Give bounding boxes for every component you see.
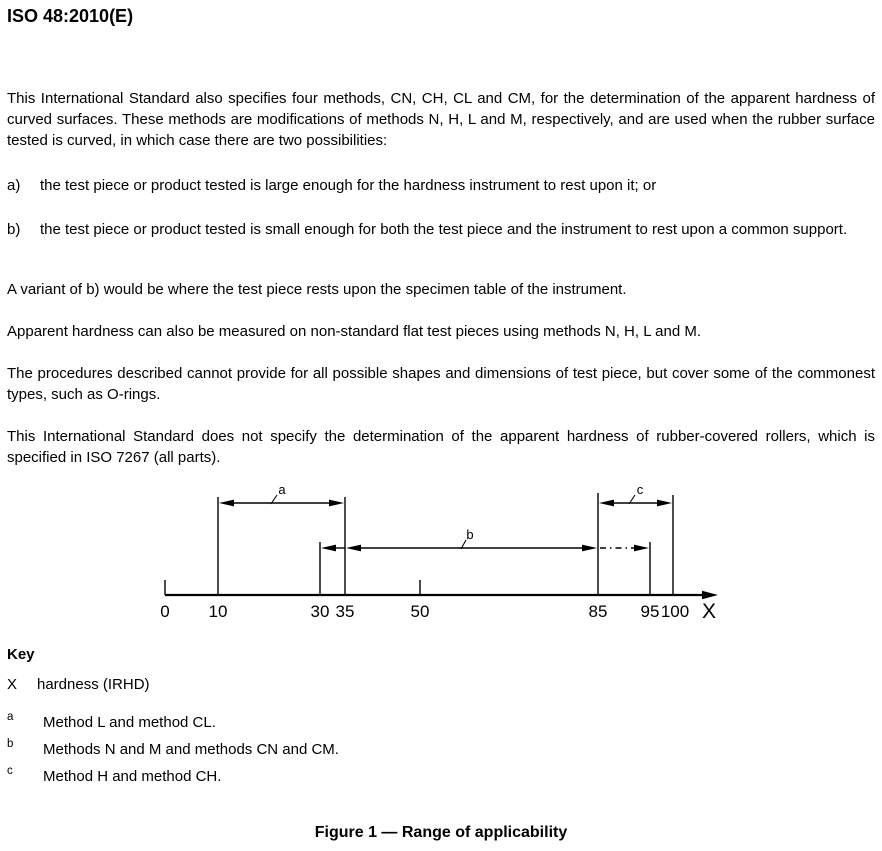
range-b-right-arrowhead-icon: [582, 545, 597, 552]
range-a-left-arrowhead-icon: [219, 500, 234, 507]
paragraph-intro: This International Standard also specifies four methods, CN, CH, CL and CM, for the determination of the apparent hardness of curved surfaces. These methods are modifications of methods N, H, L and M, respectively, and are used when the rubber surface tested is curved, in which case there are two possibilities:: [7, 90, 875, 149]
tick-label-100: 100: [660, 602, 690, 621]
list-item-b: [7, 219, 875, 240]
figure-caption: Figure 1 — Range of applicability: [314, 824, 568, 841]
footnote-b-text: Methods N and M and methods CN and CM.: [43, 741, 339, 758]
list-text-b: the test piece or product tested is small enough for both the test piece and the instrument to rest upon a common support.: [40, 221, 848, 238]
range-c-arrow: [599, 482, 672, 506]
footnote-a-text: Method L and method CL.: [43, 714, 216, 731]
key-axis-definition: [7, 674, 875, 695]
range-b-short-arrowhead-icon: [321, 545, 336, 552]
x-axis: [165, 591, 718, 599]
tick-label-10: 10: [208, 602, 228, 621]
range-c-label: c: [636, 482, 644, 497]
page-header: ISO 48:2010(E): [7, 6, 134, 26]
range-diagram: [0, 480, 882, 630]
footnote-b-marker: b: [7, 738, 14, 750]
range-c-left-arrowhead-icon: [599, 500, 614, 507]
range-b-extension-arrowhead-icon: [634, 545, 649, 552]
tick-label-85: 85: [588, 602, 608, 621]
list-item-a: [7, 175, 875, 196]
paragraph-apparent-hardness: Apparent hardness can also be measured on non-standard flat test pieces using methods N, H, L and M.: [7, 323, 702, 340]
range-b-arrow: [321, 527, 649, 551]
range-b-left-arrowhead-icon: [346, 545, 361, 552]
range-b-label: b: [466, 527, 474, 542]
tick-label-50: 50: [410, 602, 430, 621]
footnote-b: [7, 739, 875, 760]
tick-label-0: 0: [160, 602, 170, 621]
list-marker-a: a): [7, 177, 21, 194]
footnote-c-marker: c: [7, 765, 13, 777]
range-c-right-arrowhead-icon: [657, 500, 672, 507]
key-axis-symbol: X: [7, 676, 18, 693]
range-a-label: a: [278, 482, 286, 497]
tick-label-35: 35: [335, 602, 355, 621]
axis-arrowhead-icon: [702, 591, 718, 599]
paragraph-procedures: The procedures described cannot provide for all possible shapes and dimensions of test piece, but cover some of the commonest types, such as O-rings.: [7, 365, 875, 403]
range-a-arrow: [219, 482, 344, 506]
footnote-c: [7, 766, 875, 787]
key-heading: Key: [7, 646, 35, 663]
range-a-right-arrowhead-icon: [329, 500, 344, 507]
axis-x-label: X: [702, 600, 717, 623]
key-axis-definition-text: hardness (IRHD): [37, 676, 150, 693]
tick-label-30: 30: [310, 602, 330, 621]
list-marker-b: b): [7, 221, 21, 238]
tick-label-95: 95: [640, 602, 660, 621]
list-text-a: the test piece or product tested is large enough for the hardness instrument to rest upon it; or: [40, 177, 657, 194]
footnote-a-marker: a: [7, 711, 14, 723]
footnote-a: [7, 712, 875, 733]
paragraph-rollers: This International Standard does not specify the determination of the apparent hardness of rubber-covered rollers, which is specified in ISO 7267 (all parts).: [7, 428, 875, 466]
paragraph-variant: A variant of b) would be where the test piece rests upon the specimen table of the instrument.: [7, 281, 627, 298]
footnote-c-text: Method H and method CH.: [43, 768, 222, 785]
